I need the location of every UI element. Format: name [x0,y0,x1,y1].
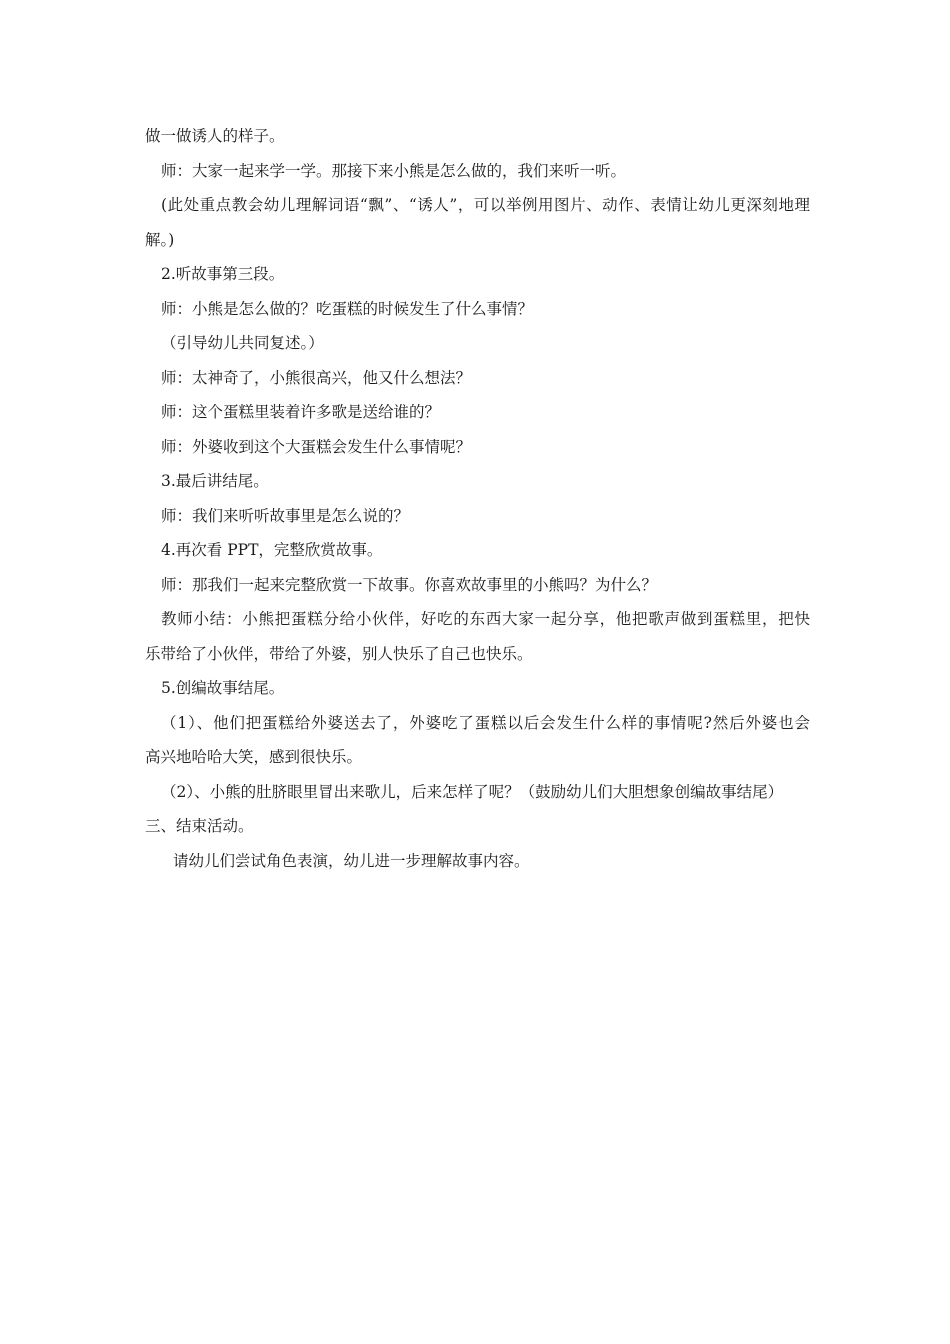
paragraph-line: 师：太神奇了，小熊很高兴，他又什么想法？ [161,368,472,387]
paragraph-line: 师：外婆收到这个大蛋糕会发生什么事情呢？ [161,437,472,456]
paragraph-line: （2）、小熊的肚脐眼里冒出来歌儿，后来怎样了呢？（鼓励幼儿们大胆想象创编故事结尾） [161,782,784,801]
section-heading: 3.最后讲结尾。 [161,472,269,490]
section-heading: 5.创编故事结尾。 [161,679,285,697]
paragraph-line: （引导幼儿共同复述。） [161,334,324,352]
paragraph-line: 师：大家一起来学一学。那接下来小熊是怎么做的，我们来听一听。 [161,161,627,180]
paragraph-line: 做一做诱人的样子。 [145,127,285,145]
paragraph-line: 师：这个蛋糕里装着许多歌是送给谁的？ [161,403,441,421]
paragraph-line: 乐带给了小伙伴，带给了外婆，别人快乐了自己也快乐。 [145,644,533,663]
paragraph-line: 师：那我们一起来完整欣赏一下故事。你喜欢故事里的小熊吗？为什么？ [161,575,658,594]
paragraph-line: 师：我们来听听故事里是怎么说的？ [161,506,410,525]
paragraph-line: 师：小熊是怎么做的？吃蛋糕的时候发生了什么事情？ [161,299,534,318]
paragraph-line: 教师小结：小熊把蛋糕分给小伙伴，好吃的东西大家一起分享，他把歌声做到蛋糕里，把快 [161,610,810,628]
paragraph-line: 请幼儿们尝试角色表演，幼儿进一步理解故事内容。 [173,851,530,870]
section-heading: 三、结束活动。 [145,817,254,835]
section-heading: 2.听故事第三段。 [161,265,285,283]
section-heading: 4.再次看 PPT，完整欣赏故事。 [161,541,383,559]
paragraph-line: (此处重点教会幼儿理解词语“飘”、“诱人”，可以举例用图片、动作、表情让幼儿更深刻地理 [161,196,810,214]
paragraph-line: 高兴地哈哈大笑，感到很快乐。 [145,748,363,766]
paragraph-line: 解。) [145,230,175,249]
paragraph-line: （1）、他们把蛋糕给外婆送去了，外婆吃了蛋糕以后会发生什么样的事情呢?然后外婆也会 [161,713,810,732]
document-body [145,126,810,885]
